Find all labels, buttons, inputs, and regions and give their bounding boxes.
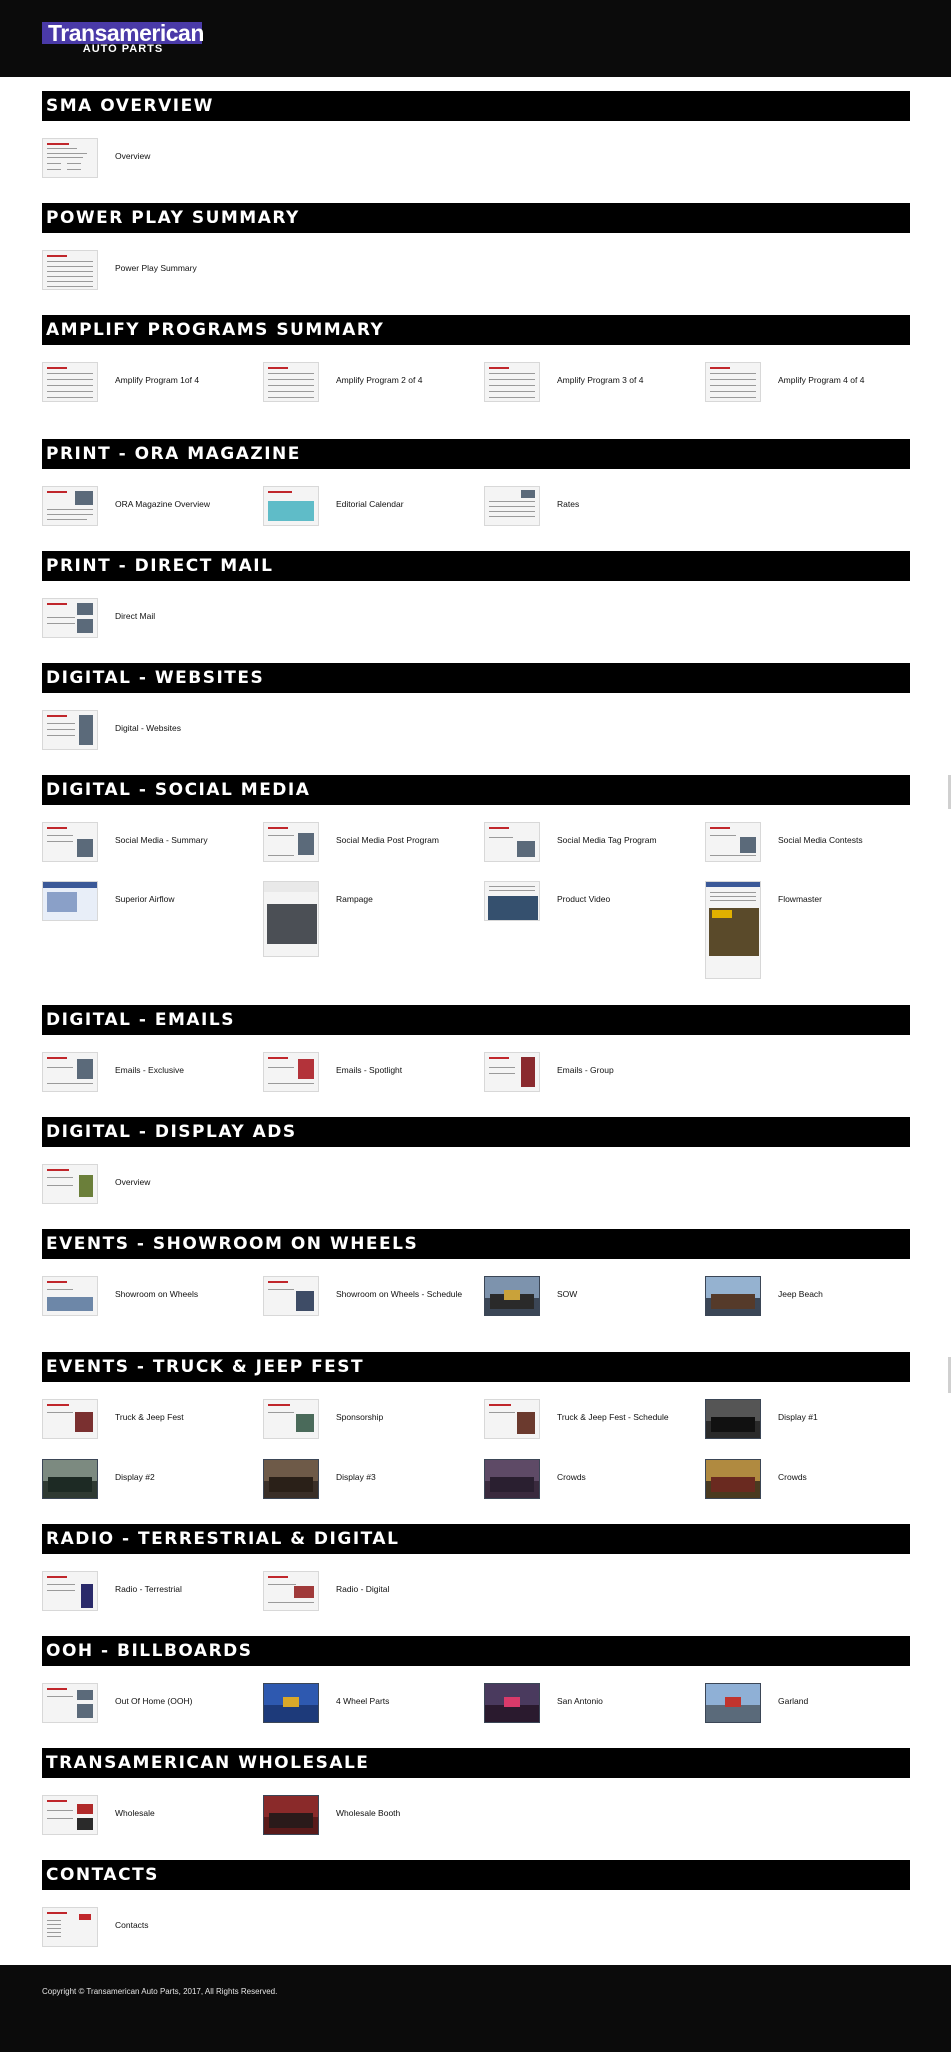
document-thumbnail[interactable] (42, 598, 98, 638)
document-thumbnail[interactable] (263, 1571, 319, 1611)
item-label[interactable]: Flowmaster (778, 894, 822, 904)
section-title: TRANSAMERICAN WHOLESALE (42, 1748, 910, 1778)
document-thumbnail[interactable] (705, 881, 761, 979)
item-label[interactable]: Power Play Summary (115, 263, 197, 273)
section-ora-magazine (42, 439, 910, 529)
item-label[interactable]: Emails - Exclusive (115, 1065, 184, 1075)
section-display-ads (42, 1117, 910, 1207)
item-label[interactable]: Superior Airflow (115, 894, 175, 904)
document-thumbnail[interactable] (484, 881, 540, 921)
document-thumbnail[interactable] (42, 1276, 98, 1316)
list-item[interactable] (263, 1399, 463, 1449)
list-item[interactable] (263, 362, 463, 412)
list-item[interactable] (263, 1571, 463, 1621)
list-item[interactable] (263, 1276, 463, 1326)
list-item[interactable] (484, 1276, 684, 1326)
section-title: DIGITAL - EMAILS (42, 1005, 910, 1035)
document-thumbnail[interactable] (263, 1052, 319, 1092)
list-item[interactable] (705, 1399, 910, 1449)
document-thumbnail[interactable] (705, 362, 761, 402)
item-label[interactable]: Editorial Calendar (336, 499, 404, 509)
list-item[interactable] (263, 1459, 463, 1509)
list-item[interactable] (705, 881, 910, 981)
document-thumbnail[interactable] (263, 362, 319, 402)
section-title: PRINT - ORA MAGAZINE (42, 439, 910, 469)
photo-thumbnail[interactable] (705, 1276, 761, 1316)
section-title: DIGITAL - SOCIAL MEDIA (42, 775, 910, 805)
photo-thumbnail[interactable] (705, 1399, 761, 1439)
section-title: OOH - BILLBOARDS (42, 1636, 910, 1666)
section-radio (42, 1524, 910, 1614)
list-item[interactable] (42, 1276, 242, 1326)
document-thumbnail[interactable] (484, 362, 540, 402)
document-thumbnail[interactable] (42, 1164, 98, 1204)
item-label[interactable]: SOW (557, 1289, 578, 1299)
list-item[interactable] (484, 822, 684, 872)
item-label[interactable]: Amplify Program 2 of 4 (336, 375, 423, 385)
document-thumbnail[interactable] (42, 362, 98, 402)
list-item[interactable] (484, 1399, 684, 1449)
item-label[interactable]: Showroom on Wheels (115, 1289, 199, 1299)
photo-thumbnail[interactable] (42, 1459, 98, 1499)
item-label[interactable]: Truck & Jeep Fest (115, 1412, 184, 1422)
list-item[interactable] (42, 1907, 242, 1957)
section-direct-mail (42, 551, 910, 641)
list-item[interactable] (263, 1795, 463, 1845)
list-item[interactable] (705, 822, 910, 872)
item-label[interactable]: Social Media Post Program (336, 835, 439, 845)
document-thumbnail[interactable] (42, 1907, 98, 1947)
photo-thumbnail[interactable] (484, 1459, 540, 1499)
document-thumbnail[interactable] (42, 250, 98, 290)
photo-thumbnail[interactable] (263, 1459, 319, 1499)
item-label[interactable]: Crowds (778, 1472, 807, 1482)
item-label[interactable]: Social Media Contests (778, 835, 863, 845)
list-item[interactable] (705, 1683, 910, 1733)
section-title: AMPLIFY PROGRAMS SUMMARY (42, 315, 910, 345)
section-amplify-programs (42, 315, 910, 425)
section-billboards (42, 1636, 910, 1726)
document-thumbnail[interactable] (42, 1795, 98, 1835)
section-websites (42, 663, 910, 753)
list-item[interactable] (705, 1459, 910, 1509)
document-thumbnail[interactable] (263, 1276, 319, 1316)
document-thumbnail[interactable] (42, 486, 98, 526)
site-header (0, 0, 951, 77)
item-label[interactable]: Radio - Terrestrial (115, 1584, 182, 1594)
section-emails (42, 1005, 910, 1095)
section-showroom-on-wheels (42, 1229, 910, 1339)
site-footer (0, 1965, 951, 2052)
item-label[interactable]: Display #3 (336, 1472, 376, 1482)
document-thumbnail[interactable] (484, 486, 540, 526)
item-label[interactable]: Crowds (557, 1472, 586, 1482)
photo-thumbnail[interactable] (263, 1795, 319, 1835)
list-item[interactable] (42, 1683, 242, 1733)
item-label[interactable]: Display #1 (778, 1412, 818, 1422)
document-thumbnail[interactable] (42, 1683, 98, 1723)
document-thumbnail[interactable] (484, 822, 540, 862)
list-item[interactable] (42, 486, 242, 536)
document-thumbnail[interactable] (263, 1399, 319, 1439)
item-label[interactable]: Emails - Spotlight (336, 1065, 403, 1075)
section-title: DIGITAL - DISPLAY ADS (42, 1117, 910, 1147)
document-thumbnail[interactable] (42, 881, 98, 921)
list-item[interactable] (42, 598, 242, 648)
item-label[interactable]: Social Media - Summary (115, 835, 208, 845)
item-label[interactable]: Product Video (557, 894, 611, 904)
photo-thumbnail[interactable] (484, 1276, 540, 1316)
list-item[interactable] (42, 1052, 242, 1102)
item-label[interactable]: Overview (115, 151, 151, 161)
document-thumbnail[interactable] (42, 822, 98, 862)
document-thumbnail[interactable] (42, 1399, 98, 1439)
list-item[interactable] (484, 1459, 684, 1509)
list-item[interactable] (263, 822, 463, 872)
logo-subtitle: AUTO PARTS (82, 43, 164, 55)
photo-thumbnail[interactable] (263, 1683, 319, 1723)
item-label[interactable]: Showroom on Wheels - Schedule (336, 1289, 463, 1299)
list-item[interactable] (263, 486, 463, 536)
item-label[interactable]: Social Media Tag Program (557, 835, 657, 845)
document-thumbnail[interactable] (484, 1052, 540, 1092)
section-power-play-summary (42, 203, 910, 293)
document-thumbnail[interactable] (263, 822, 319, 862)
list-item[interactable] (484, 1683, 684, 1733)
list-item[interactable] (42, 1795, 242, 1845)
list-item[interactable] (42, 710, 242, 760)
list-item[interactable] (263, 1052, 463, 1102)
document-thumbnail[interactable] (42, 1052, 98, 1092)
item-label[interactable]: Amplify Program 4 of 4 (778, 375, 865, 385)
item-label[interactable]: Digital - Websites (115, 723, 181, 733)
section-wholesale (42, 1748, 910, 1838)
transamerican-logo[interactable] (42, 22, 202, 54)
photo-thumbnail[interactable] (705, 1459, 761, 1499)
list-item[interactable] (705, 1276, 910, 1326)
section-title: SMA OVERVIEW (42, 91, 910, 121)
section-title: PRINT - DIRECT MAIL (42, 551, 910, 581)
item-label[interactable]: Garland (778, 1696, 809, 1706)
document-thumbnail[interactable] (42, 138, 98, 178)
list-item[interactable] (705, 362, 910, 412)
item-label[interactable]: Rates (557, 499, 580, 509)
section-title: RADIO - TERRESTRIAL & DIGITAL (42, 1524, 910, 1554)
section-title: POWER PLAY SUMMARY (42, 203, 910, 233)
list-item[interactable] (42, 1164, 242, 1214)
section-social-media (42, 775, 910, 985)
item-label[interactable]: Out Of Home (OOH) (115, 1696, 193, 1706)
item-label[interactable]: ORA Magazine Overview (115, 499, 210, 509)
section-title: DIGITAL - WEBSITES (42, 663, 910, 693)
item-label[interactable]: Overview (115, 1177, 151, 1187)
item-label[interactable]: Amplify Program 1of 4 (115, 375, 200, 385)
list-item[interactable] (484, 1052, 684, 1102)
section-title: CONTACTS (42, 1860, 910, 1890)
list-item[interactable] (42, 138, 242, 188)
photo-thumbnail[interactable] (705, 1683, 761, 1723)
item-label[interactable]: Wholesale Booth (336, 1808, 401, 1818)
item-label[interactable]: Contacts (115, 1920, 149, 1930)
document-thumbnail[interactable] (705, 822, 761, 862)
logo-wordmark: Transamerican (42, 22, 202, 44)
list-item[interactable] (42, 1459, 242, 1509)
list-item[interactable] (42, 362, 242, 412)
photo-thumbnail[interactable] (484, 1683, 540, 1723)
copyright-text: Copyright © Transamerican Auto Parts, 2017, All Rights Reserved. (42, 1987, 278, 1996)
section-sma-overview (42, 91, 910, 181)
list-item[interactable] (263, 881, 463, 961)
item-label[interactable]: Rampage (336, 894, 373, 904)
section-contacts (42, 1860, 910, 1950)
item-label[interactable]: Amplify Program 3 of 4 (557, 375, 644, 385)
list-item[interactable] (484, 362, 684, 412)
document-thumbnail[interactable] (263, 881, 319, 957)
document-thumbnail[interactable] (263, 486, 319, 526)
list-item[interactable] (42, 881, 242, 931)
list-item[interactable] (42, 1571, 242, 1621)
item-label[interactable]: 4 Wheel Parts (336, 1696, 390, 1706)
item-label[interactable]: Emails - Group (557, 1065, 614, 1075)
item-label[interactable]: Radio - Digital (336, 1584, 390, 1594)
section-title: EVENTS - SHOWROOM ON WHEELS (42, 1229, 910, 1259)
item-label[interactable]: Wholesale (115, 1808, 155, 1818)
document-thumbnail[interactable] (42, 1571, 98, 1611)
item-label[interactable]: Sponsorship (336, 1412, 384, 1422)
list-item[interactable] (484, 486, 684, 536)
section-title: EVENTS - TRUCK & JEEP FEST (42, 1352, 910, 1382)
section-truck-jeep-fest (42, 1352, 910, 1522)
item-label[interactable]: Truck & Jeep Fest - Schedule (557, 1412, 669, 1422)
list-item[interactable] (42, 822, 242, 872)
item-label[interactable]: Display #2 (115, 1472, 155, 1482)
list-item[interactable] (42, 250, 242, 300)
item-label[interactable]: Jeep Beach (778, 1289, 823, 1299)
list-item[interactable] (263, 1683, 463, 1733)
document-thumbnail[interactable] (42, 710, 98, 750)
item-label[interactable]: San Antonio (557, 1696, 603, 1706)
document-thumbnail[interactable] (484, 1399, 540, 1439)
list-item[interactable] (42, 1399, 242, 1449)
list-item[interactable] (484, 881, 684, 931)
item-label[interactable]: Direct Mail (115, 611, 156, 621)
